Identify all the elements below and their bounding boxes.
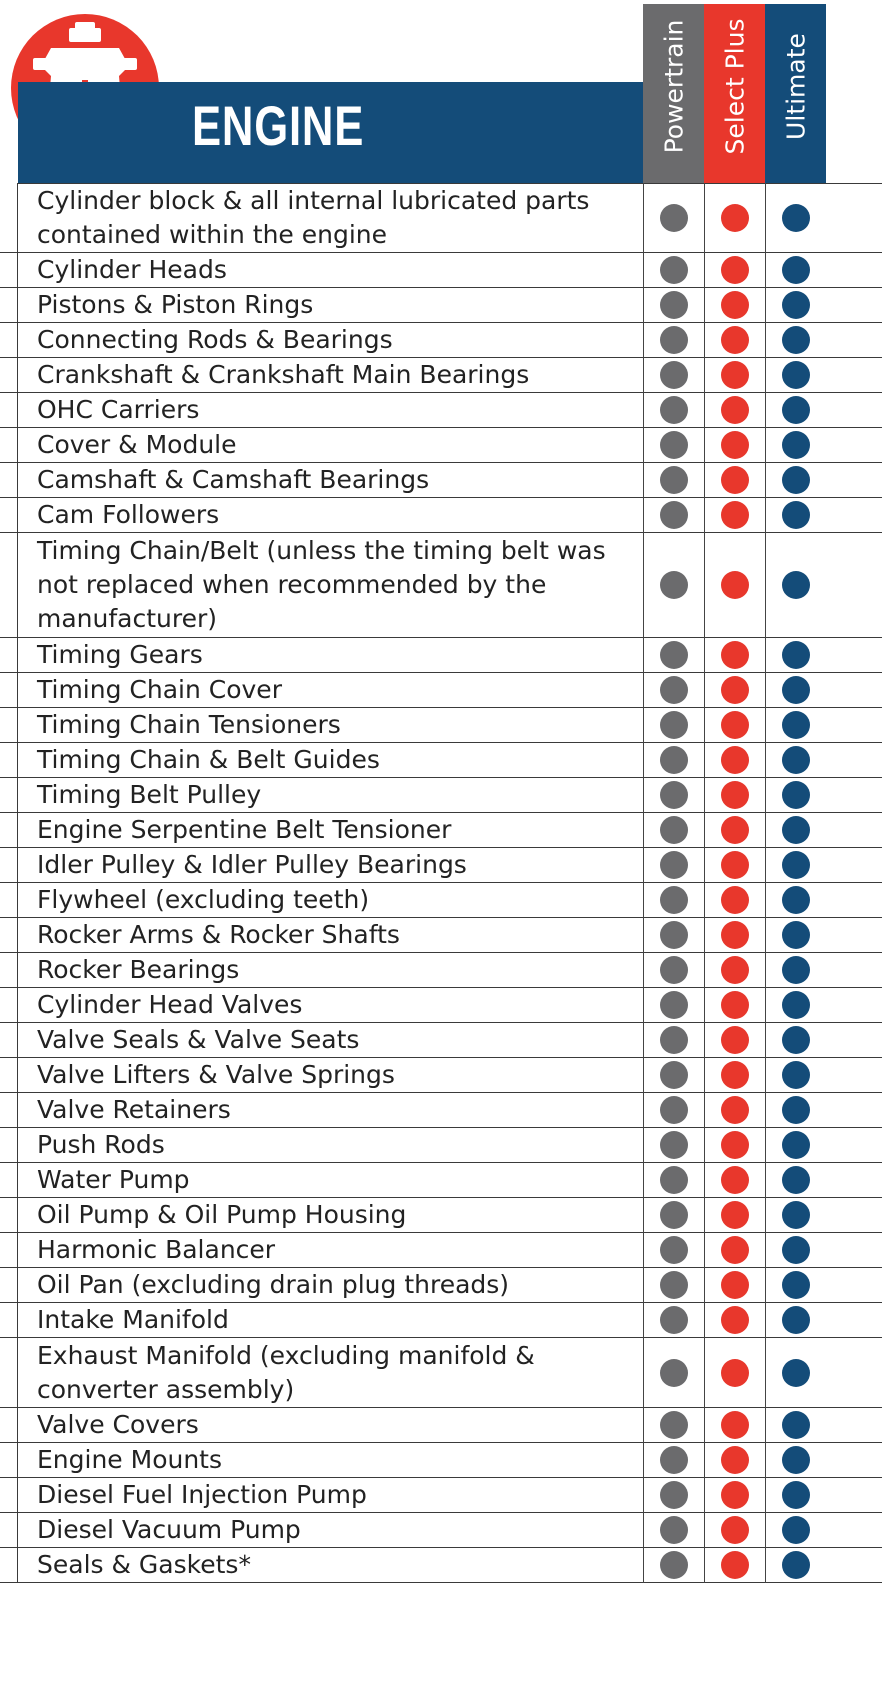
- table-row: [0, 1478, 882, 1513]
- component-label: [37, 848, 647, 882]
- table-row: [0, 813, 882, 848]
- component-label-text: Cam Followers: [37, 500, 220, 529]
- table-row: [0, 1198, 882, 1233]
- table-row: [0, 1233, 882, 1268]
- select-plus-covered-dot: [721, 1236, 749, 1264]
- powertrain-covered-dot: [660, 1446, 688, 1474]
- ultimate-covered-dot: [782, 711, 810, 739]
- component-label: [37, 743, 647, 777]
- powertrain-covered-dot: [660, 1411, 688, 1439]
- select-plus-covered-dot: [721, 781, 749, 809]
- ultimate-covered-dot: [782, 1201, 810, 1229]
- select-plus-covered-dot: [721, 1061, 749, 1089]
- ultimate-covered-dot: [782, 256, 810, 284]
- component-label-text: Valve Lifters & Valve Springs: [37, 1060, 395, 1089]
- ultimate-covered-dot: [782, 851, 810, 879]
- component-label-text: Timing Chain Tensioners: [37, 710, 341, 739]
- table-row: [0, 1163, 882, 1198]
- powertrain-covered-dot: [660, 1166, 688, 1194]
- component-label-text: Diesel Vacuum Pump: [37, 1515, 301, 1544]
- plan-header-ultimate: [765, 4, 826, 183]
- table-row: [0, 253, 882, 288]
- ultimate-covered-dot: [782, 781, 810, 809]
- ultimate-covered-dot: [782, 1359, 810, 1387]
- component-label: [37, 813, 647, 847]
- component-label-text: Oil Pump & Oil Pump Housing: [37, 1200, 407, 1229]
- powertrain-covered-dot: [660, 256, 688, 284]
- ultimate-covered-dot: [782, 1061, 810, 1089]
- table-row: [0, 743, 882, 778]
- component-label-text: Water Pump: [37, 1165, 190, 1194]
- table-row: [0, 1443, 882, 1478]
- powertrain-covered-dot: [660, 746, 688, 774]
- component-label-text: Intake Manifold: [37, 1305, 229, 1334]
- select-plus-covered-dot: [721, 816, 749, 844]
- powertrain-covered-dot: [660, 204, 688, 232]
- powertrain-covered-dot: [660, 466, 688, 494]
- component-label-text: Rocker Arms & Rocker Shafts: [37, 920, 400, 949]
- section-title: ENGINE: [192, 94, 365, 157]
- ultimate-covered-dot: [782, 886, 810, 914]
- component-label-text: Timing Chain/Belt (unless the timing belt was not replaced when recommended by the manufacturer): [37, 536, 606, 633]
- component-label-text: Crankshaft & Crankshaft Main Bearings: [37, 360, 530, 389]
- plan-name-select-plus: Select Plus: [720, 18, 749, 155]
- select-plus-covered-dot: [721, 204, 749, 232]
- select-plus-covered-dot: [721, 1271, 749, 1299]
- table-row: [0, 498, 882, 533]
- table-row: [0, 673, 882, 708]
- powertrain-covered-dot: [660, 1201, 688, 1229]
- select-plus-covered-dot: [721, 711, 749, 739]
- select-plus-covered-dot: [721, 746, 749, 774]
- component-label-text: Cylinder Head Valves: [37, 990, 303, 1019]
- component-label-text: OHC Carriers: [37, 395, 200, 424]
- select-plus-covered-dot: [721, 291, 749, 319]
- column-divider: [765, 183, 766, 1583]
- component-label-text: Oil Pan (excluding drain plug threads): [37, 1270, 510, 1299]
- select-plus-covered-dot: [721, 396, 749, 424]
- component-label: [37, 883, 647, 917]
- select-plus-covered-dot: [721, 851, 749, 879]
- select-plus-covered-dot: [721, 641, 749, 669]
- component-label: [37, 463, 647, 497]
- component-label-text: Connecting Rods & Bearings: [37, 325, 393, 354]
- powertrain-covered-dot: [660, 1271, 688, 1299]
- powertrain-covered-dot: [660, 816, 688, 844]
- select-plus-covered-dot: [721, 1166, 749, 1194]
- table-row: [0, 463, 882, 498]
- select-plus-covered-dot: [721, 1131, 749, 1159]
- ultimate-covered-dot: [782, 816, 810, 844]
- component-label-text: Push Rods: [37, 1130, 165, 1159]
- component-label-text: Seals & Gaskets*: [37, 1550, 251, 1579]
- powertrain-covered-dot: [660, 1516, 688, 1544]
- select-plus-covered-dot: [721, 956, 749, 984]
- component-label: [37, 1548, 647, 1582]
- table-row: [0, 778, 882, 813]
- powertrain-covered-dot: [660, 886, 688, 914]
- select-plus-covered-dot: [721, 361, 749, 389]
- ultimate-covered-dot: [782, 956, 810, 984]
- component-label-text: Exhaust Manifold (excluding manifold & converter assembly): [37, 1340, 535, 1404]
- table-row: [0, 1128, 882, 1163]
- ultimate-covered-dot: [782, 1551, 810, 1579]
- powertrain-covered-dot: [660, 711, 688, 739]
- ultimate-covered-dot: [782, 921, 810, 949]
- powertrain-covered-dot: [660, 676, 688, 704]
- component-label: [37, 533, 647, 637]
- component-label-text: Engine Serpentine Belt Tensioner: [37, 815, 452, 844]
- select-plus-covered-dot: [721, 1096, 749, 1124]
- component-label-text: Pistons & Piston Rings: [37, 290, 314, 319]
- component-label-text: Valve Covers: [37, 1410, 199, 1439]
- table-row: [0, 358, 882, 393]
- component-label-text: Timing Gears: [37, 640, 203, 669]
- select-plus-covered-dot: [721, 921, 749, 949]
- component-label-text: Flywheel (excluding teeth): [37, 885, 370, 914]
- component-label-text: Harmonic Balancer: [37, 1235, 276, 1264]
- component-label: [37, 1478, 647, 1512]
- component-label: [37, 183, 647, 252]
- table-row: [0, 918, 882, 953]
- component-label-text: Rocker Bearings: [37, 955, 240, 984]
- component-label: [37, 1513, 647, 1547]
- select-plus-covered-dot: [721, 1201, 749, 1229]
- component-label: [37, 778, 647, 812]
- table-row: [0, 1023, 882, 1058]
- component-label: [37, 1338, 647, 1407]
- ultimate-covered-dot: [782, 991, 810, 1019]
- powertrain-covered-dot: [660, 396, 688, 424]
- component-label: [37, 1303, 647, 1337]
- table-row: [0, 848, 882, 883]
- powertrain-covered-dot: [660, 1061, 688, 1089]
- plan-header-powertrain: [643, 4, 704, 183]
- ultimate-covered-dot: [782, 746, 810, 774]
- component-label-text: Diesel Fuel Injection Pump: [37, 1480, 367, 1509]
- ultimate-covered-dot: [782, 1096, 810, 1124]
- ultimate-covered-dot: [782, 1131, 810, 1159]
- select-plus-covered-dot: [721, 1306, 749, 1334]
- select-plus-covered-dot: [721, 1446, 749, 1474]
- component-label: [37, 1128, 647, 1162]
- powertrain-covered-dot: [660, 1359, 688, 1387]
- table-row: [0, 883, 882, 918]
- component-label: [37, 358, 647, 392]
- ultimate-covered-dot: [782, 466, 810, 494]
- powertrain-covered-dot: [660, 921, 688, 949]
- ultimate-covered-dot: [782, 1306, 810, 1334]
- component-label-text: Cylinder block & all internal lubricated parts contained within the engine: [37, 185, 590, 249]
- component-label-text: Timing Chain Cover: [37, 675, 282, 704]
- component-label: [37, 1408, 647, 1442]
- select-plus-covered-dot: [721, 501, 749, 529]
- select-plus-covered-dot: [721, 1516, 749, 1544]
- powertrain-covered-dot: [660, 361, 688, 389]
- ultimate-covered-dot: [782, 326, 810, 354]
- table-row: [0, 288, 882, 323]
- select-plus-covered-dot: [721, 676, 749, 704]
- component-label: [37, 1233, 647, 1267]
- component-label-text: Camshaft & Camshaft Bearings: [37, 465, 430, 494]
- component-label: [37, 1023, 647, 1057]
- ultimate-covered-dot: [782, 641, 810, 669]
- table-row: [0, 1408, 882, 1443]
- powertrain-covered-dot: [660, 956, 688, 984]
- component-label: [37, 393, 647, 427]
- powertrain-covered-dot: [660, 431, 688, 459]
- ultimate-covered-dot: [782, 1166, 810, 1194]
- ultimate-covered-dot: [782, 1411, 810, 1439]
- table-row: [0, 428, 882, 463]
- powertrain-covered-dot: [660, 781, 688, 809]
- ultimate-covered-dot: [782, 291, 810, 319]
- select-plus-covered-dot: [721, 466, 749, 494]
- component-label: [37, 1163, 647, 1197]
- ultimate-covered-dot: [782, 1516, 810, 1544]
- select-plus-covered-dot: [721, 431, 749, 459]
- component-label: [37, 498, 647, 532]
- ultimate-covered-dot: [782, 204, 810, 232]
- table-row: [0, 323, 882, 358]
- component-label: [37, 1058, 647, 1092]
- powertrain-covered-dot: [660, 851, 688, 879]
- table-row: [0, 953, 882, 988]
- ultimate-covered-dot: [782, 1481, 810, 1509]
- powertrain-covered-dot: [660, 1236, 688, 1264]
- component-label: [37, 953, 647, 987]
- table-row: [0, 1338, 882, 1408]
- table-row: [0, 638, 882, 673]
- table-row: [0, 1548, 882, 1583]
- table-row: [0, 183, 882, 253]
- powertrain-covered-dot: [660, 991, 688, 1019]
- component-label-text: Engine Mounts: [37, 1445, 223, 1474]
- ultimate-covered-dot: [782, 571, 810, 599]
- table-row: [0, 1513, 882, 1548]
- ultimate-covered-dot: [782, 361, 810, 389]
- ultimate-covered-dot: [782, 501, 810, 529]
- plan-header-select-plus: [704, 4, 765, 183]
- select-plus-covered-dot: [721, 1481, 749, 1509]
- component-label: [37, 1268, 647, 1302]
- powertrain-covered-dot: [660, 571, 688, 599]
- component-label-text: Cover & Module: [37, 430, 237, 459]
- select-plus-covered-dot: [721, 886, 749, 914]
- component-label-text: Cylinder Heads: [37, 255, 227, 284]
- column-divider: [643, 183, 644, 1583]
- select-plus-covered-dot: [721, 256, 749, 284]
- column-divider: [704, 183, 705, 1583]
- powertrain-covered-dot: [660, 1306, 688, 1334]
- table-row: [0, 1268, 882, 1303]
- plan-name-powertrain: Powertrain: [659, 19, 688, 154]
- component-label: [37, 673, 647, 707]
- powertrain-covered-dot: [660, 291, 688, 319]
- powertrain-covered-dot: [660, 501, 688, 529]
- coverage-table: [0, 183, 882, 1583]
- component-label: [37, 323, 647, 357]
- plan-name-ultimate: Ultimate: [781, 33, 810, 140]
- powertrain-covered-dot: [660, 1096, 688, 1124]
- table-row: [0, 393, 882, 428]
- select-plus-covered-dot: [721, 326, 749, 354]
- ultimate-covered-dot: [782, 676, 810, 704]
- ultimate-covered-dot: [782, 396, 810, 424]
- powertrain-covered-dot: [660, 1026, 688, 1054]
- powertrain-covered-dot: [660, 1551, 688, 1579]
- powertrain-covered-dot: [660, 641, 688, 669]
- component-label: [37, 1443, 647, 1477]
- component-label: [37, 988, 647, 1022]
- component-label: [37, 918, 647, 952]
- table-row: [0, 533, 882, 638]
- ultimate-covered-dot: [782, 1446, 810, 1474]
- table-row: [0, 1093, 882, 1128]
- powertrain-covered-dot: [660, 1131, 688, 1159]
- table-row: [0, 988, 882, 1023]
- component-label-text: Timing Chain & Belt Guides: [37, 745, 380, 774]
- table-row: [0, 1303, 882, 1338]
- component-label: [37, 253, 647, 287]
- component-label: [37, 1198, 647, 1232]
- component-label: [37, 708, 647, 742]
- component-label: [37, 288, 647, 322]
- ultimate-covered-dot: [782, 1271, 810, 1299]
- select-plus-covered-dot: [721, 571, 749, 599]
- component-label: [37, 638, 647, 672]
- ultimate-covered-dot: [782, 431, 810, 459]
- select-plus-covered-dot: [721, 1359, 749, 1387]
- powertrain-covered-dot: [660, 326, 688, 354]
- component-label-text: Timing Belt Pulley: [37, 780, 262, 809]
- component-label: [37, 428, 647, 462]
- ultimate-covered-dot: [782, 1026, 810, 1054]
- select-plus-covered-dot: [721, 1026, 749, 1054]
- select-plus-covered-dot: [721, 991, 749, 1019]
- ultimate-covered-dot: [782, 1236, 810, 1264]
- table-row: [0, 1058, 882, 1093]
- component-label-text: Valve Seals & Valve Seats: [37, 1025, 360, 1054]
- select-plus-covered-dot: [721, 1411, 749, 1439]
- table-row: [0, 708, 882, 743]
- component-label-text: Idler Pulley & Idler Pulley Bearings: [37, 850, 467, 879]
- select-plus-covered-dot: [721, 1551, 749, 1579]
- powertrain-covered-dot: [660, 1481, 688, 1509]
- component-label-text: Valve Retainers: [37, 1095, 231, 1124]
- component-label: [37, 1093, 647, 1127]
